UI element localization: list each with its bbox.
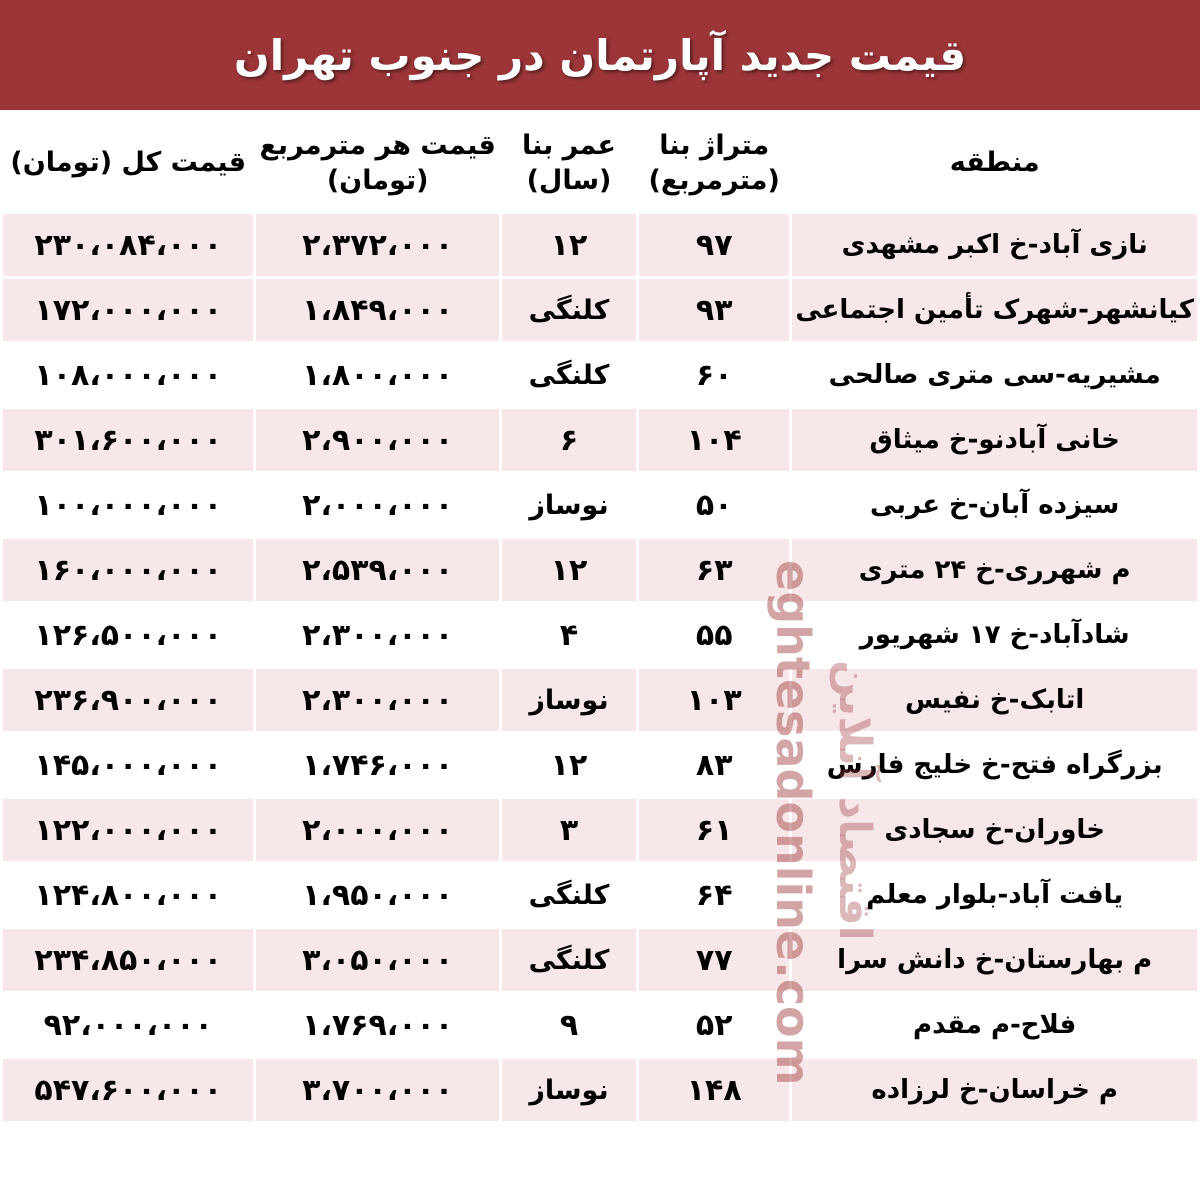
cell-area: ۹۷	[639, 214, 789, 276]
cell-region: م بهارستان-خ دانش سرا	[792, 929, 1197, 991]
page-title: قیمت جدید آپارتمان در جنوب تهران	[233, 30, 967, 80]
cell-price-per-meter: ۱،۹۵۰،۰۰۰	[256, 864, 498, 926]
cell-price-per-meter: ۲،۰۰۰،۰۰۰	[256, 799, 498, 861]
table-row	[3, 539, 1197, 601]
cell-price-per-meter: ۲،۳۷۲،۰۰۰	[256, 214, 498, 276]
table-row	[3, 604, 1197, 666]
cell-area: ۵۲	[639, 994, 789, 1056]
cell-region: یافت آباد-بلوار معلم	[792, 864, 1197, 926]
cell-total-price: ۲۳۶،۹۰۰،۰۰۰	[3, 669, 253, 731]
cell-age: کلنگی	[502, 344, 636, 406]
table-row	[3, 864, 1197, 926]
cell-price-per-meter: ۱،۷۶۹،۰۰۰	[256, 994, 498, 1056]
cell-region: کیانشهر-شهرک تأمین اجتماعی	[792, 279, 1197, 341]
cell-age: ۱۲	[502, 539, 636, 601]
cell-area: ۵۵	[639, 604, 789, 666]
cell-age: کلنگی	[502, 279, 636, 341]
table-row	[3, 474, 1197, 536]
table-row	[3, 799, 1197, 861]
cell-total-price: ۱۲۴،۸۰۰،۰۰۰	[3, 864, 253, 926]
cell-region: م خراسان-خ لرزاده	[792, 1059, 1197, 1121]
cell-age: کلنگی	[502, 864, 636, 926]
table-row	[3, 409, 1197, 471]
cell-area: ۹۳	[639, 279, 789, 341]
cell-area: ۷۷	[639, 929, 789, 991]
cell-age: ۴	[502, 604, 636, 666]
cell-price-per-meter: ۲،۹۰۰،۰۰۰	[256, 409, 498, 471]
cell-age: نوساز	[502, 474, 636, 536]
table-row	[3, 994, 1197, 1056]
cell-total-price: ۹۲،۰۰۰،۰۰۰	[3, 994, 253, 1056]
cell-region: مشیریه-سی متری صالحی	[792, 344, 1197, 406]
table-row	[3, 929, 1197, 991]
cell-area: ۶۱	[639, 799, 789, 861]
cell-price-per-meter: ۱،۸۴۹،۰۰۰	[256, 279, 498, 341]
cell-total-price: ۲۳۰،۰۸۴،۰۰۰	[3, 214, 253, 276]
cell-area: ۸۳	[639, 734, 789, 796]
cell-region: فلاح-م مقدم	[792, 994, 1197, 1056]
table-row	[3, 214, 1197, 276]
cell-region: سیزده آبان-خ عربی	[792, 474, 1197, 536]
cell-area: ۱۰۴	[639, 409, 789, 471]
header-age: عمر بنا (سال)	[502, 115, 636, 211]
title-bar	[0, 0, 1200, 110]
cell-total-price: ۱۲۲،۰۰۰،۰۰۰	[3, 799, 253, 861]
cell-total-price: ۱۰۸،۰۰۰،۰۰۰	[3, 344, 253, 406]
cell-area: ۶۰	[639, 344, 789, 406]
watermark-latin: eghtesadonline.com	[766, 560, 820, 1086]
cell-area: ۱۴۸	[639, 1059, 789, 1121]
cell-total-price: ۵۴۷،۶۰۰،۰۰۰	[3, 1059, 253, 1121]
cell-total-price: ۱۶۰،۰۰۰،۰۰۰	[3, 539, 253, 601]
cell-price-per-meter: ۱،۸۰۰،۰۰۰	[256, 344, 498, 406]
cell-total-price: ۳۰۱،۶۰۰،۰۰۰	[3, 409, 253, 471]
header-area: متراژ بنا (مترمربع)	[639, 115, 789, 211]
cell-total-price: ۲۳۴،۸۵۰،۰۰۰	[3, 929, 253, 991]
table-row	[3, 1059, 1197, 1121]
cell-region: خاوران-خ سجادی	[792, 799, 1197, 861]
cell-age: ۶	[502, 409, 636, 471]
cell-age: نوساز	[502, 1059, 636, 1121]
cell-age: کلنگی	[502, 929, 636, 991]
table-row	[3, 344, 1197, 406]
watermark-persian: اقتصاد آنلاین	[829, 660, 880, 941]
cell-total-price: ۱۰۰،۰۰۰،۰۰۰	[3, 474, 253, 536]
cell-region: م شهرری-خ ۲۴ متری	[792, 539, 1197, 601]
cell-price-per-meter: ۳،۷۰۰،۰۰۰	[256, 1059, 498, 1121]
cell-price-per-meter: ۱،۷۴۶،۰۰۰	[256, 734, 498, 796]
cell-total-price: ۱۲۶،۵۰۰،۰۰۰	[3, 604, 253, 666]
cell-total-price: ۱۷۲،۰۰۰،۰۰۰	[3, 279, 253, 341]
cell-region: نازی آباد-خ اکبر مشهدی	[792, 214, 1197, 276]
cell-region: خانی آبادنو-خ میثاق	[792, 409, 1197, 471]
cell-age: نوساز	[502, 669, 636, 731]
cell-age: ۱۲	[502, 214, 636, 276]
cell-area: ۵۰	[639, 474, 789, 536]
header-region: منطقه	[792, 115, 1197, 211]
cell-price-per-meter: ۲،۰۰۰،۰۰۰	[256, 474, 498, 536]
cell-price-per-meter: ۳،۰۵۰،۰۰۰	[256, 929, 498, 991]
cell-region: اتابک-خ نفیس	[792, 669, 1197, 731]
cell-age: ۹	[502, 994, 636, 1056]
cell-area: ۱۰۳	[639, 669, 789, 731]
table-row	[3, 279, 1197, 341]
cell-price-per-meter: ۲،۳۰۰،۰۰۰	[256, 604, 498, 666]
price-table	[0, 112, 1200, 1124]
header-total-price: قیمت کل (تومان)	[3, 115, 253, 211]
cell-area: ۶۳	[639, 539, 789, 601]
table-header-row	[3, 115, 1197, 211]
table-row	[3, 734, 1197, 796]
cell-area: ۶۴	[639, 864, 789, 926]
cell-total-price: ۱۴۵،۰۰۰،۰۰۰	[3, 734, 253, 796]
header-price-per-meter: قیمت هر مترمربع (تومان)	[256, 115, 498, 211]
cell-price-per-meter: ۲،۵۳۹،۰۰۰	[256, 539, 498, 601]
cell-price-per-meter: ۲،۳۰۰،۰۰۰	[256, 669, 498, 731]
table-row	[3, 669, 1197, 731]
cell-age: ۳	[502, 799, 636, 861]
cell-region: شادآباد-خ ۱۷ شهریور	[792, 604, 1197, 666]
cell-age: ۱۲	[502, 734, 636, 796]
cell-region: بزرگراه فتح-خ خلیج فارس	[792, 734, 1197, 796]
